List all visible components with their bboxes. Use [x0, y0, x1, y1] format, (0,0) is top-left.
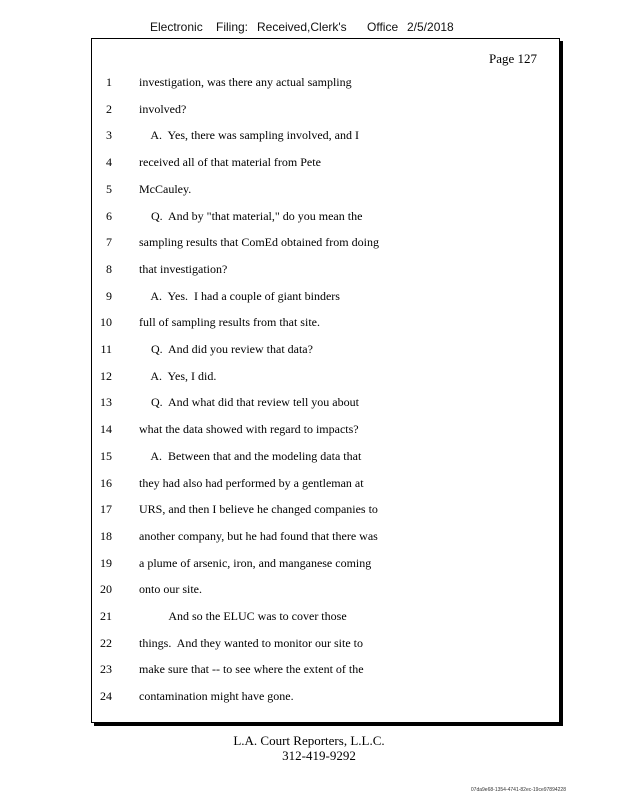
line-number: 1: [106, 75, 112, 89]
line-text: Q. And by "that material," do you mean the: [139, 208, 363, 223]
line-text: onto our site.: [139, 582, 202, 597]
line-text: Q. And did you review that data?: [139, 342, 313, 356]
line-number: 13: [100, 395, 112, 410]
line-text: a plume of arsenic, iron, and manganese coming: [139, 555, 372, 570]
line-number: 15: [100, 448, 112, 463]
line-text: what the data showed with regard to impacts?: [139, 422, 359, 437]
line-text: sampling results that ComEd obtained from doing: [139, 235, 379, 250]
header-received: Received,Clerk's: [257, 20, 347, 34]
line-text: received all of that material from Pete: [139, 155, 321, 170]
line-text: things. And they wanted to monitor our site to: [139, 635, 363, 650]
line-text: A. Yes, there was sampling involved, and I: [139, 128, 359, 143]
line-text: McCauley.: [139, 181, 192, 196]
header-office: Office: [367, 20, 399, 34]
page-number: Page 127: [488, 51, 537, 66]
header-date: 2/5/2018: [407, 20, 454, 34]
line-text: full of sampling results from that site.: [139, 315, 320, 330]
line-number: 22: [100, 635, 112, 650]
page-footer: [0, 733, 618, 763]
filing-header: [0, 20, 618, 36]
header-electronic: Electronic: [150, 20, 203, 34]
line-number: 8: [106, 261, 112, 276]
line-number: 6: [106, 208, 112, 223]
transcript-page: [91, 38, 560, 723]
line-number: 23: [100, 662, 112, 677]
header-filing: Filing:: [216, 20, 249, 34]
line-text: investigation, was there any actual sampling: [139, 75, 352, 89]
line-number: 10: [100, 315, 112, 330]
line-text: Q. And what did that review tell you about: [139, 395, 359, 410]
reporter-company: L.A. Court Reporters, L.L.C.: [233, 733, 385, 748]
line-text: make sure that -- to see where the extent of the: [139, 662, 364, 677]
line-number: 14: [100, 422, 112, 437]
line-number: 21: [100, 609, 112, 623]
line-text: that investigation?: [139, 261, 228, 276]
line-text: A. Yes, I did.: [139, 368, 217, 383]
line-number: 16: [100, 475, 112, 490]
line-text: URS, and then I believe he changed companies to: [139, 502, 378, 517]
document-id: 07da9e68-1354-4741-82ec-19ce97894228: [470, 787, 566, 793]
line-text: another company, but he had found that there was: [139, 528, 378, 543]
reporter-phone: 312-419-9292: [282, 748, 356, 763]
line-number: 11: [100, 342, 112, 356]
line-number: 12: [100, 368, 112, 383]
line-number: 2: [106, 101, 112, 116]
line-text: A. Yes. I had a couple of giant binders: [139, 288, 340, 303]
line-number: 4: [106, 155, 112, 170]
line-number: 5: [106, 181, 112, 196]
line-number: 24: [100, 689, 112, 704]
line-text: involved?: [139, 101, 187, 116]
line-number: 18: [100, 528, 112, 543]
line-text: contamination might have gone.: [139, 689, 294, 704]
line-text: they had also had performed by a gentleman at: [139, 475, 364, 490]
line-number: 7: [106, 235, 112, 250]
line-number: 19: [100, 555, 112, 570]
line-number: 3: [106, 128, 112, 143]
line-number: 17: [100, 502, 112, 517]
line-text: And so the ELUC was to cover those: [139, 609, 347, 623]
line-number: 9: [106, 288, 112, 303]
line-number: 20: [100, 582, 112, 597]
line-text: A. Between that and the modeling data that: [139, 448, 362, 463]
